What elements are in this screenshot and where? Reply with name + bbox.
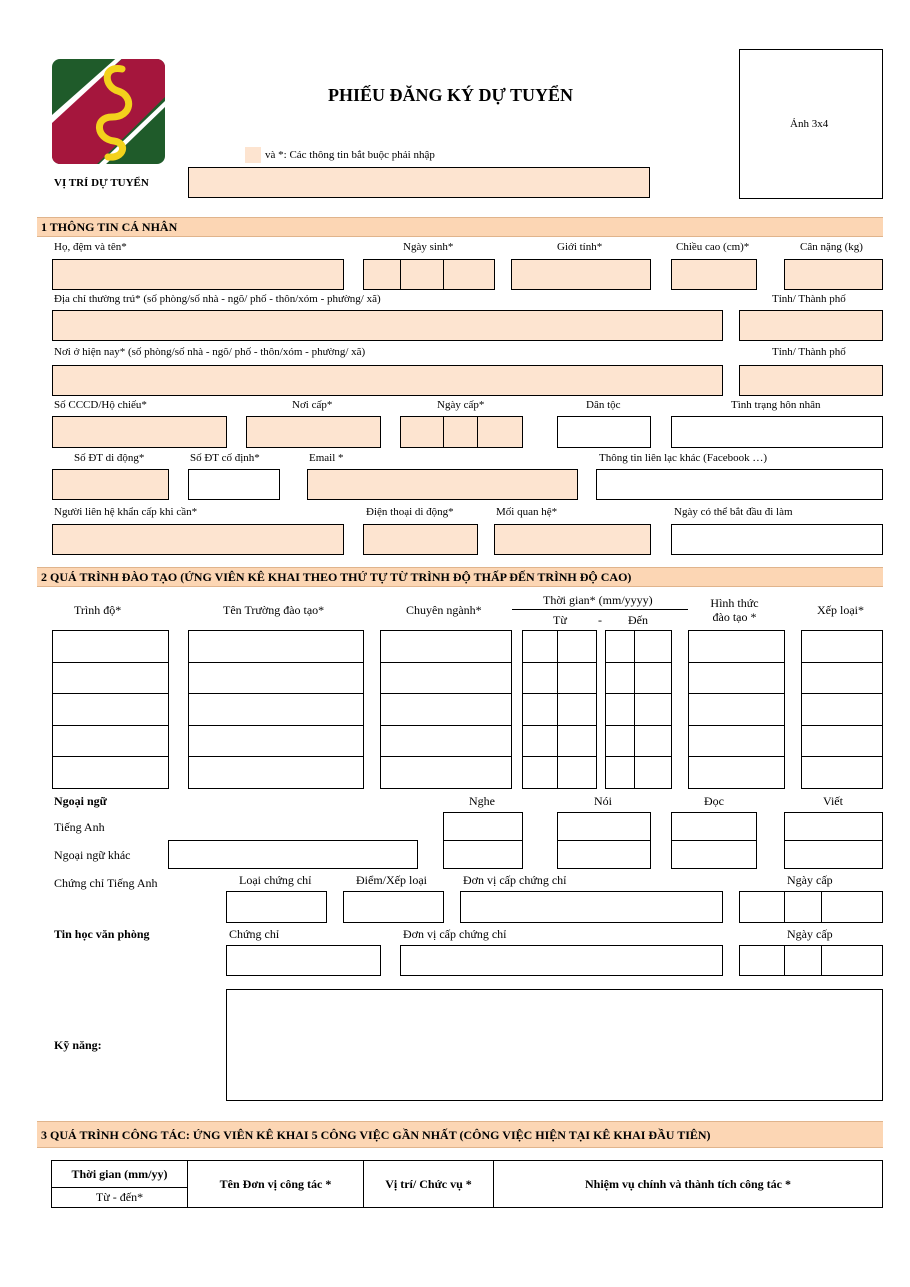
work-from-to-header	[51, 1187, 188, 1208]
education-cell-to-year[interactable]	[634, 662, 672, 695]
speaking-label: Nói	[594, 794, 612, 808]
education-cell-major[interactable]	[380, 693, 512, 726]
education-cell-to-year[interactable]	[634, 693, 672, 726]
education-cell-school[interactable]	[188, 693, 364, 726]
major-header: Chuyên ngành*	[406, 603, 482, 617]
it-day-field[interactable]	[739, 945, 785, 976]
email-label: Email *	[309, 452, 344, 464]
mobile-label: Số ĐT di động*	[74, 452, 145, 464]
it-month-field[interactable]	[784, 945, 822, 976]
it-label: Tin học văn phòng	[54, 927, 150, 941]
form-title: PHIẾU ĐĂNG KÝ DỰ TUYỂN	[328, 85, 574, 105]
it-issuer-label: Đơn vị cấp chứng chỉ	[403, 927, 507, 941]
issue-date-label: Ngày cấp*	[437, 399, 485, 411]
weight-field[interactable]	[784, 259, 883, 290]
from-header: Từ	[553, 613, 567, 627]
education-cell-grade[interactable]	[801, 662, 883, 695]
province2-label: Tỉnh/ Thành phố	[772, 346, 846, 358]
other-lang-listening-field[interactable]	[443, 840, 523, 869]
education-cell-level[interactable]	[52, 630, 169, 663]
education-cell-from-month[interactable]	[522, 630, 558, 663]
period-header: Thời gian* (mm/yyyy)	[543, 593, 653, 607]
education-cell-from-month[interactable]	[522, 662, 558, 695]
permanent-address-label: Địa chỉ thường trú* (số phòng/số nhà - ngõ/ phố - thôn/xóm - phường/ xã)	[54, 293, 381, 305]
education-cell-level[interactable]	[52, 662, 169, 695]
cert-type-field[interactable]	[226, 891, 327, 923]
landline-label: Số ĐT cố định*	[190, 452, 260, 464]
education-cell-to-month[interactable]	[605, 693, 635, 726]
to-header: Đến	[628, 613, 648, 627]
education-cell-school[interactable]	[188, 756, 364, 789]
skills-field[interactable]	[226, 989, 883, 1101]
province2-field[interactable]	[739, 365, 883, 396]
relationship-field[interactable]	[494, 524, 651, 555]
other-lang-writing-field[interactable]	[784, 840, 883, 869]
education-cell-to-year[interactable]	[634, 756, 672, 789]
education-cell-to-year[interactable]	[634, 630, 672, 663]
education-cell-from-month[interactable]	[522, 725, 558, 758]
education-cell-from-year[interactable]	[557, 630, 597, 663]
school-header: Tên Trường đào tạo*	[223, 603, 325, 617]
issue-place-label: Nơi cấp*	[292, 399, 333, 411]
work-duties-text: Nhiệm vụ chính và thành tích công tác *	[584, 1176, 792, 1191]
education-cell-form[interactable]	[688, 693, 785, 726]
education-cell-level[interactable]	[52, 756, 169, 789]
reading-label: Đọc	[704, 794, 724, 808]
work-period-text: Thời gian (mm/yy)	[71, 1166, 168, 1181]
education-cell-from-month[interactable]	[522, 693, 558, 726]
work-company-header	[187, 1160, 364, 1208]
emergency-contact-label: Người liên hệ khẩn cấp khi cần*	[54, 506, 198, 518]
id-number-field[interactable]	[52, 416, 227, 448]
height-field[interactable]	[671, 259, 757, 290]
section1-header: 1 THÔNG TIN CÁ NHÂN	[37, 217, 883, 237]
it-cert-field[interactable]	[226, 945, 381, 976]
ethnicity-label: Dân tộc	[586, 399, 621, 411]
other-lang-label: Ngoại ngữ khác	[54, 848, 131, 862]
education-cell-major[interactable]	[380, 756, 512, 789]
current-address-label: Nơi ở hiện nay* (số phòng/số nhà - ngõ/ phố - thôn/xóm - phường/ xã)	[54, 346, 366, 358]
english-writing-field[interactable]	[784, 812, 883, 841]
education-cell-from-year[interactable]	[557, 662, 597, 695]
education-cell-from-month[interactable]	[522, 756, 558, 789]
start-date-label: Ngày có thể bắt đầu đi làm	[674, 506, 793, 518]
education-cell-to-month[interactable]	[605, 662, 635, 695]
cert-day-field[interactable]	[739, 891, 785, 923]
mobile-field[interactable]	[52, 469, 169, 500]
form-header: Hình thức đào tạo *	[710, 596, 759, 624]
permanent-address-field[interactable]	[52, 310, 723, 341]
foreign-lang-label: Ngoại ngữ	[54, 794, 107, 808]
education-cell-level[interactable]	[52, 693, 169, 726]
education-cell-grade[interactable]	[801, 693, 883, 726]
id-number-label: Số CCCD/Hộ chiếu*	[54, 399, 147, 411]
landline-field[interactable]	[188, 469, 280, 500]
work-from-to-text: Từ - đến*	[95, 1190, 144, 1204]
education-cell-school[interactable]	[188, 662, 364, 695]
level-header: Trình độ*	[74, 603, 122, 617]
score-label: Điểm/Xếp loại	[356, 873, 427, 887]
section2-header: 2 QUÁ TRÌNH ĐÀO TẠO (ỨNG VIÊN KÊ KHAI THEO THỨ TỰ TỪ TRÌNH ĐỘ THẤP ĐẾN TRÌNH ĐỘ CAO)	[37, 567, 883, 587]
education-cell-grade[interactable]	[801, 630, 883, 663]
marital-label: Tình trạng hôn nhân	[731, 399, 821, 411]
cert-month-field[interactable]	[784, 891, 822, 923]
required-legend-swatch	[245, 147, 261, 163]
education-cell-to-year[interactable]	[634, 725, 672, 758]
position-label: VỊ TRÍ DỰ TUYỂN	[54, 177, 149, 189]
other-lang-reading-field[interactable]	[671, 840, 757, 869]
dash-header: -	[598, 613, 602, 627]
education-cell-school[interactable]	[188, 630, 364, 663]
other-contact-field[interactable]	[596, 469, 883, 500]
education-cell-form[interactable]	[688, 662, 785, 695]
education-cell-form[interactable]	[688, 630, 785, 663]
issue-day-field[interactable]	[400, 416, 444, 448]
education-cell-form[interactable]	[688, 725, 785, 758]
dob-month-field[interactable]	[400, 259, 444, 290]
ethnicity-field[interactable]	[557, 416, 651, 448]
work-duties-header	[493, 1160, 883, 1208]
listening-label: Nghe	[469, 794, 495, 808]
cert-issuer-field[interactable]	[460, 891, 723, 923]
weight-label: Cân nặng (kg)	[800, 241, 863, 253]
education-cell-to-month[interactable]	[605, 725, 635, 758]
work-position-text: Vị trí/ Chức vụ *	[385, 1176, 472, 1191]
education-cell-level[interactable]	[52, 725, 169, 758]
education-cell-from-year[interactable]	[557, 756, 597, 789]
education-cell-grade[interactable]	[801, 725, 883, 758]
it-issuer-field[interactable]	[400, 945, 723, 976]
province1-label: Tỉnh/ Thành phố	[772, 293, 846, 305]
education-cell-to-month[interactable]	[605, 756, 635, 789]
cert-year-field[interactable]	[821, 891, 883, 923]
education-cell-major[interactable]	[380, 662, 512, 695]
it-year-field[interactable]	[821, 945, 883, 976]
required-legend-text: và *: Các thông tin bắt buộc phải nhập	[265, 149, 435, 161]
height-label: Chiều cao (cm)*	[676, 241, 750, 253]
other-contact-label: Thông tin liên lạc khác (Facebook …)	[599, 452, 768, 464]
dob-day-field[interactable]	[363, 259, 401, 290]
photo-label: Ảnh 3x4	[790, 118, 829, 130]
cert-type-label: Loại chứng chỉ	[239, 873, 312, 887]
it-cert-label: Chứng chỉ	[229, 927, 280, 941]
work-company-text: Tên Đơn vị công tác *	[219, 1176, 332, 1191]
cert-date-label: Ngày cấp	[787, 873, 833, 887]
english-cert-label: Chứng chỉ Tiếng Anh	[54, 876, 158, 890]
education-cell-form[interactable]	[688, 756, 785, 789]
cert-issuer-label: Đơn vị cấp chứng chỉ	[463, 873, 567, 887]
current-address-field[interactable]	[52, 365, 723, 396]
it-date-label: Ngày cấp	[787, 927, 833, 941]
start-date-field[interactable]	[671, 524, 883, 555]
grade-header: Xếp loại*	[817, 603, 864, 617]
english-label: Tiếng Anh	[54, 820, 105, 834]
dob-label: Ngày sinh*	[403, 241, 454, 253]
skills-label: Kỹ năng:	[54, 1038, 102, 1052]
province1-field[interactable]	[739, 310, 883, 341]
education-cell-school[interactable]	[188, 725, 364, 758]
emergency-phone-label: Điện thoại di động*	[366, 506, 454, 518]
education-cell-from-year[interactable]	[557, 725, 597, 758]
other-lang-speaking-field[interactable]	[557, 840, 651, 869]
emergency-phone-field[interactable]	[363, 524, 478, 555]
full-name-label: Họ, đệm và tên*	[54, 241, 127, 253]
company-logo	[52, 59, 165, 164]
writing-label: Viết	[823, 794, 843, 808]
relationship-label: Mối quan hệ*	[496, 506, 558, 518]
english-listening-field[interactable]	[443, 812, 523, 841]
work-position-header	[363, 1160, 494, 1208]
education-cell-from-year[interactable]	[557, 693, 597, 726]
full-name-field[interactable]	[52, 259, 344, 290]
issue-year-field[interactable]	[477, 416, 523, 448]
other-lang-name-field[interactable]	[168, 840, 418, 869]
score-field[interactable]	[343, 891, 444, 923]
period-divider	[512, 609, 688, 610]
issue-month-field[interactable]	[443, 416, 478, 448]
issue-place-field[interactable]	[246, 416, 381, 448]
email-field[interactable]	[307, 469, 578, 500]
marital-field[interactable]	[671, 416, 883, 448]
english-reading-field[interactable]	[671, 812, 757, 841]
position-field[interactable]	[188, 167, 650, 198]
education-cell-grade[interactable]	[801, 756, 883, 789]
education-cell-major[interactable]	[380, 725, 512, 758]
gender-field[interactable]	[511, 259, 651, 290]
emergency-contact-field[interactable]	[52, 524, 344, 555]
work-period-header	[51, 1160, 188, 1188]
english-speaking-field[interactable]	[557, 812, 651, 841]
gender-label: Giới tính*	[557, 241, 603, 253]
education-cell-to-month[interactable]	[605, 630, 635, 663]
education-cell-major[interactable]	[380, 630, 512, 663]
section3-header: 3 QUÁ TRÌNH CÔNG TÁC: ỨNG VIÊN KÊ KHAI 5 CÔNG VIỆC GẦN NHẤT (CÔNG VIỆC HIỆN TẠI KÊ KHAI ĐẦU TIÊN)	[37, 1121, 883, 1148]
dob-year-field[interactable]	[443, 259, 495, 290]
